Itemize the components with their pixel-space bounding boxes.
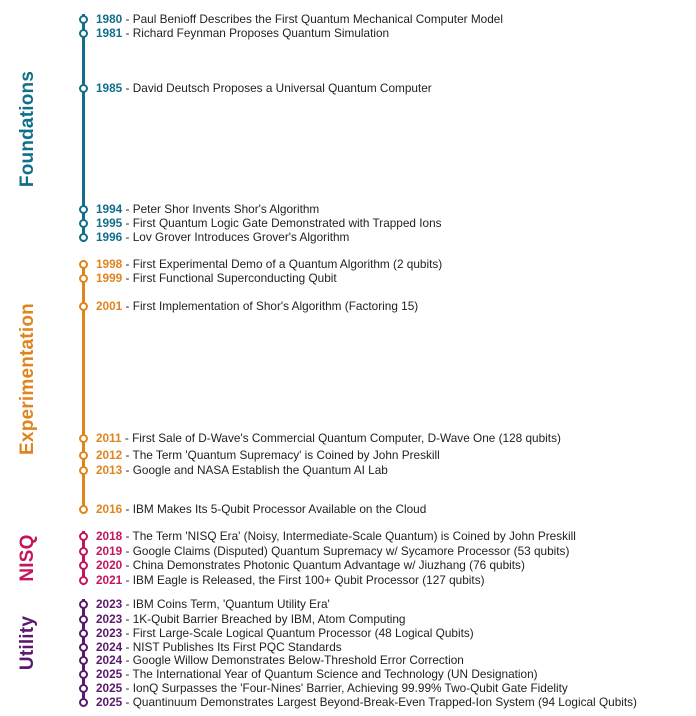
timeline-event (0, 612, 696, 626)
event-description: 1K-Qubit Barrier Breached by IBM, Atom Computing (132, 612, 406, 626)
event-description: David Deutsch Proposes a Universal Quantum Computer (132, 81, 432, 95)
event-year: 2001 (96, 299, 123, 313)
event-year: 2025 (96, 695, 123, 709)
event-year: 2012 (96, 448, 123, 462)
timeline-event (0, 216, 696, 230)
event-description: NIST Publishes Its First PQC Standards (132, 640, 342, 654)
event-description: The Term 'Quantum Supremacy' is Coined by John Preskill (132, 448, 440, 462)
timeline-marker-icon (79, 451, 88, 460)
event-label: 2018 - The Term 'NISQ Era' (Noisy, Intermediate-Scale Quantum) is Coined by John Preskill (96, 529, 576, 543)
event-label: 2012 - The Term 'Quantum Supremacy' is Coined by John Preskill (96, 448, 440, 462)
timeline-event (0, 626, 696, 640)
timeline-event (0, 529, 696, 543)
event-label: 1999 - First Functional Superconducting Qubit (96, 271, 337, 285)
event-description: IBM Eagle is Released, the First 100+ Qubit Processor (127 qubits) (132, 573, 485, 587)
timeline-event (0, 271, 696, 285)
timeline-event (0, 695, 696, 709)
event-year: 2018 (96, 529, 123, 543)
timeline-event (0, 202, 696, 216)
event-label: 1981 - Richard Feynman Proposes Quantum Simulation (96, 26, 390, 40)
timeline-event (0, 502, 696, 516)
event-year: 2024 (96, 653, 123, 667)
event-year: 2023 (96, 612, 123, 626)
timeline-event (0, 257, 696, 271)
event-description: Quantinuum Demonstrates Largest Beyond-Break-Even Trapped-Ion System (94 Logical Qubits) (132, 695, 637, 709)
event-label: 2021 - IBM Eagle is Released, the First 100+ Qubit Processor (127 qubits) (96, 573, 485, 587)
event-description: Paul Benioff Describes the First Quantum Mechanical Computer Model (132, 12, 503, 26)
event-year: 1985 (96, 81, 123, 95)
event-year: 1981 (96, 26, 123, 40)
era-label-experimentation: Experimentation (17, 303, 38, 455)
timeline-marker-icon (79, 643, 88, 652)
timeline-marker-icon (79, 205, 88, 214)
event-label: 2011 - First Sale of D-Wave's Commercial Quantum Computer, D-Wave One (128 qubits) (96, 431, 561, 445)
event-label: 1996 - Lov Grover Introduces Grover's Algorithm (96, 230, 350, 244)
timeline-marker-icon (79, 629, 88, 638)
event-description: The International Year of Quantum Science and Technology (UN Designation) (132, 667, 538, 681)
timeline-marker-icon (79, 15, 88, 24)
timeline-event (0, 431, 696, 445)
timeline-marker-icon (79, 219, 88, 228)
timeline-marker-icon (79, 260, 88, 269)
event-year: 2011 (96, 431, 122, 445)
event-year: 2016 (96, 502, 123, 516)
timeline-marker-icon (79, 615, 88, 624)
event-year: 2019 (96, 544, 123, 558)
event-description: First Implementation of Shor's Algorithm (Factoring 15) (132, 299, 419, 313)
timeline-event (0, 230, 696, 244)
timeline-event (0, 12, 696, 26)
event-description: IonQ Surpasses the 'Four-Nines' Barrier, Achieving 99.99% Two-Qubit Gate Fidelity (132, 681, 568, 695)
timeline-marker-icon (79, 532, 88, 541)
event-label: 2013 - Google and NASA Establish the Quantum AI Lab (96, 463, 388, 477)
event-description: The Term 'NISQ Era' (Noisy, Intermediate-Scale Quantum) is Coined by John Preskill (132, 529, 576, 543)
event-label: 2019 - Google Claims (Disputed) Quantum Supremacy w/ Sycamore Processor (53 qubits) (96, 544, 570, 558)
event-description: Richard Feynman Proposes Quantum Simulation (132, 26, 390, 40)
event-description: First Experimental Demo of a Quantum Algorithm (2 qubits) (132, 257, 443, 271)
event-label: 2025 - The International Year of Quantum Science and Technology (UN Designation) (96, 667, 538, 681)
event-label: 2024 - NIST Publishes Its First PQC Standards (96, 640, 342, 654)
era-label-foundations: Foundations (17, 70, 38, 188)
event-year: 1994 (96, 202, 123, 216)
event-description: IBM Makes Its 5-Qubit Processor Available on the Cloud (132, 502, 427, 516)
event-description: First Quantum Logic Gate Demonstrated with Trapped Ions (132, 216, 442, 230)
event-label: 2020 - China Demonstrates Photonic Quantum Advantage w/ Jiuzhang (76 qubits) (96, 558, 525, 572)
event-label: 2023 - 1K-Qubit Barrier Breached by IBM, Atom Computing (96, 612, 406, 626)
event-description: China Demonstrates Photonic Quantum Advantage w/ Jiuzhang (76 qubits) (132, 558, 525, 572)
event-year: 1996 (96, 230, 123, 244)
event-description: First Large-Scale Logical Quantum Processor (48 Logical Qubits) (132, 626, 474, 640)
event-description: First Sale of D-Wave's Commercial Quantum Computer, D-Wave One (128 qubits) (132, 431, 561, 445)
event-label: 1995 - First Quantum Logic Gate Demonstrated with Trapped Ions (96, 216, 442, 230)
timeline-marker-icon (79, 466, 88, 475)
event-year: 2013 (96, 463, 123, 477)
timeline-marker-icon (79, 302, 88, 311)
timeline-marker-icon (79, 576, 88, 585)
event-label: 1985 - David Deutsch Proposes a Universal Quantum Computer (96, 81, 432, 95)
timeline-event (0, 448, 696, 462)
timeline-event (0, 681, 696, 695)
timeline-event (0, 640, 696, 654)
era-label-utility: Utility (17, 615, 38, 671)
timeline-event (0, 299, 696, 313)
timeline-marker-icon (79, 233, 88, 242)
event-year: 1999 (96, 271, 123, 285)
event-label: 2025 - Quantinuum Demonstrates Largest Beyond-Break-Even Trapped-Ion System (94 Logical Qubits) (96, 695, 637, 709)
event-description: Google Claims (Disputed) Quantum Supremacy w/ Sycamore Processor (53 qubits) (132, 544, 570, 558)
event-label: 1980 - Paul Benioff Describes the First Quantum Mechanical Computer Model (96, 12, 503, 26)
event-label: 1994 - Peter Shor Invents Shor's Algorithm (96, 202, 320, 216)
timeline-event (0, 653, 696, 667)
event-description: IBM Coins Term, 'Quantum Utility Era' (132, 597, 330, 611)
event-year: 2020 (96, 558, 123, 572)
timeline-marker-icon (79, 547, 88, 556)
era-label-nisq: NISQ (17, 534, 38, 582)
timeline-event (0, 544, 696, 558)
timeline-marker-icon (79, 274, 88, 283)
timeline-marker-icon (79, 670, 88, 679)
event-year: 2025 (96, 681, 123, 695)
event-label: 2023 - IBM Coins Term, 'Quantum Utility Era' (96, 597, 330, 611)
timeline-marker-icon (79, 698, 88, 707)
event-label: 2025 - IonQ Surpasses the 'Four-Nines' Barrier, Achieving 99.99% Two-Qubit Gate Fidelity (96, 681, 568, 695)
timeline-marker-icon (79, 600, 88, 609)
event-description: Peter Shor Invents Shor's Algorithm (132, 202, 320, 216)
timeline-event (0, 26, 696, 40)
timeline-marker-icon (79, 656, 88, 665)
event-year: 2025 (96, 667, 123, 681)
event-year: 2023 (96, 597, 123, 611)
event-label: 2024 - Google Willow Demonstrates Below-Threshold Error Correction (96, 653, 464, 667)
timeline-event (0, 463, 696, 477)
event-label: 2016 - IBM Makes Its 5-Qubit Processor Available on the Cloud (96, 502, 427, 516)
event-description: Google and NASA Establish the Quantum AI Lab (132, 463, 388, 477)
event-description: First Functional Superconducting Qubit (132, 271, 337, 285)
event-label: 1998 - First Experimental Demo of a Quantum Algorithm (2 qubits) (96, 257, 443, 271)
event-description: Google Willow Demonstrates Below-Threshold Error Correction (132, 653, 464, 667)
timeline-marker-icon (79, 561, 88, 570)
timeline-marker-icon (79, 434, 88, 443)
event-year: 2024 (96, 640, 123, 654)
timeline-event (0, 667, 696, 681)
timeline-event (0, 573, 696, 587)
timeline-event (0, 81, 696, 95)
timeline-event (0, 597, 696, 611)
event-year: 1980 (96, 12, 123, 26)
event-year: 2023 (96, 626, 123, 640)
timeline-marker-icon (79, 29, 88, 38)
event-year: 2021 (96, 573, 123, 587)
timeline-event (0, 558, 696, 572)
event-description: Lov Grover Introduces Grover's Algorithm (132, 230, 350, 244)
event-year: 1998 (96, 257, 123, 271)
timeline-marker-icon (79, 84, 88, 93)
timeline-marker-icon (79, 505, 88, 514)
event-label: 2001 - First Implementation of Shor's Algorithm (Factoring 15) (96, 299, 419, 313)
event-label: 2023 - First Large-Scale Logical Quantum Processor (48 Logical Qubits) (96, 626, 474, 640)
timeline-marker-icon (79, 684, 88, 693)
event-year: 1995 (96, 216, 123, 230)
